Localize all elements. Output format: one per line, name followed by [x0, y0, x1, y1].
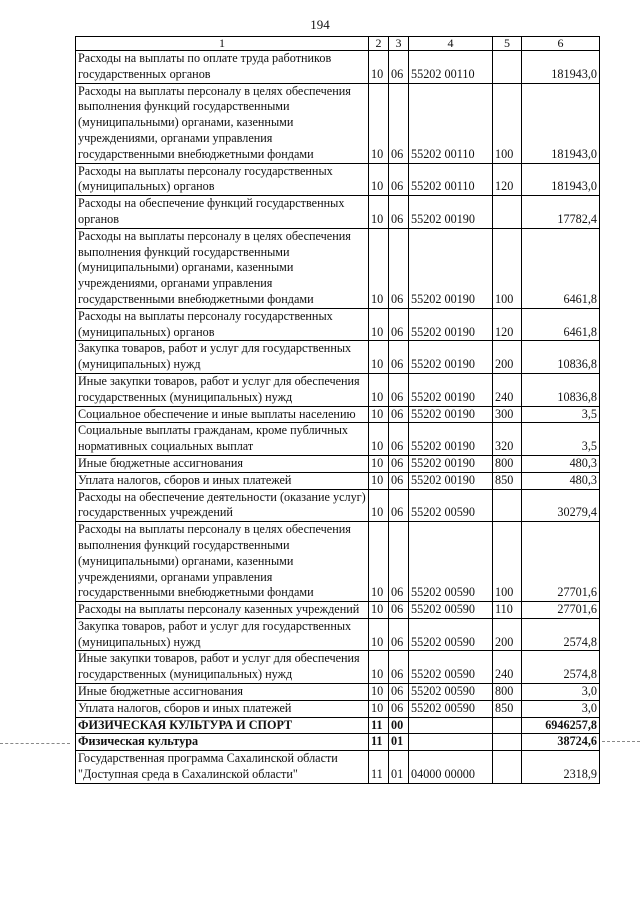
target-item-cell: 55202 00190 [409, 341, 493, 374]
subsection-code-cell: 06 [389, 472, 409, 489]
scan-artifact-line [0, 743, 70, 744]
expense-type-cell: 200 [493, 341, 522, 374]
target-item-cell: 55202 00590 [409, 489, 493, 522]
expense-name-cell: Физическая культура [76, 734, 369, 751]
subsection-code-cell: 01 [389, 734, 409, 751]
subsection-code-cell: 06 [389, 163, 409, 196]
expense-type-cell: 800 [493, 684, 522, 701]
subsection-code-cell: 06 [389, 684, 409, 701]
target-item-cell: 55202 00590 [409, 602, 493, 619]
amount-cell: 27701,6 [522, 522, 600, 602]
expense-type-cell: 850 [493, 700, 522, 717]
table-row [76, 423, 600, 456]
amount-cell: 2318,9 [522, 751, 600, 784]
table-row [76, 489, 600, 522]
target-item-cell: 55202 00110 [409, 163, 493, 196]
amount-cell: 10836,8 [522, 341, 600, 374]
amount-cell: 181943,0 [522, 51, 600, 84]
target-item-cell: 55202 00590 [409, 618, 493, 651]
amount-cell: 30279,4 [522, 489, 600, 522]
table-row [76, 734, 600, 751]
section-code-cell: 10 [369, 651, 389, 684]
amount-cell: 2574,8 [522, 651, 600, 684]
expense-type-cell: 320 [493, 423, 522, 456]
expense-name-cell: Расходы на обеспечение деятельности (оказание услуг) государственных учреждений [76, 489, 369, 522]
subsection-code-cell: 06 [389, 602, 409, 619]
expense-type-cell: 100 [493, 83, 522, 163]
column-number-row [76, 37, 600, 51]
column-header-1: 1 [76, 37, 369, 51]
subsection-code-cell: 06 [389, 406, 409, 423]
expense-name-cell: Расходы на обеспечение функций государственных органов [76, 196, 369, 229]
section-code-cell: 10 [369, 196, 389, 229]
target-item-cell: 55202 00590 [409, 684, 493, 701]
page-number: 194 [310, 17, 330, 32]
section-code-cell: 10 [369, 602, 389, 619]
expense-type-cell [493, 489, 522, 522]
table-row [76, 341, 600, 374]
table-body [76, 51, 600, 784]
table-row [76, 196, 600, 229]
expense-name-cell: Расходы на выплаты персоналу государственных (муниципальных) органов [76, 163, 369, 196]
expense-name-cell: Расходы на выплаты по оплате труда работников государственных органов [76, 51, 369, 84]
expense-name-cell: Иные бюджетные ассигнования [76, 684, 369, 701]
table-row [76, 472, 600, 489]
section-code-cell: 10 [369, 489, 389, 522]
amount-cell: 6461,8 [522, 308, 600, 341]
expense-type-cell: 240 [493, 651, 522, 684]
table-row [76, 308, 600, 341]
expense-type-cell [493, 196, 522, 229]
section-code-cell: 11 [369, 751, 389, 784]
target-item-cell: 55202 00590 [409, 651, 493, 684]
target-item-cell: 55202 00110 [409, 83, 493, 163]
section-code-cell: 10 [369, 472, 389, 489]
section-code-cell: 10 [369, 455, 389, 472]
target-item-cell [409, 717, 493, 734]
table-row [76, 651, 600, 684]
expense-name-cell: ФИЗИЧЕСКАЯ КУЛЬТУРА И СПОРТ [76, 717, 369, 734]
target-item-cell: 55202 00590 [409, 700, 493, 717]
target-item-cell: 04000 00000 [409, 751, 493, 784]
column-header-5: 5 [493, 37, 522, 51]
expense-type-cell: 300 [493, 406, 522, 423]
amount-cell: 10836,8 [522, 373, 600, 406]
expense-type-cell: 100 [493, 228, 522, 308]
section-code-cell: 10 [369, 700, 389, 717]
subsection-code-cell: 06 [389, 83, 409, 163]
column-header-4: 4 [409, 37, 493, 51]
expense-name-cell: Уплата налогов, сборов и иных платежей [76, 700, 369, 717]
amount-cell: 38724,6 [522, 734, 600, 751]
table-row [76, 684, 600, 701]
subsection-code-cell: 06 [389, 196, 409, 229]
section-code-cell: 10 [369, 308, 389, 341]
amount-cell: 3,5 [522, 423, 600, 456]
table-row [76, 373, 600, 406]
subsection-code-cell: 06 [389, 651, 409, 684]
table-row [76, 83, 600, 163]
section-code-cell: 10 [369, 406, 389, 423]
budget-table [75, 36, 600, 784]
section-code-cell: 10 [369, 618, 389, 651]
expense-type-cell: 800 [493, 455, 522, 472]
expense-type-cell: 120 [493, 163, 522, 196]
subsection-code-cell: 06 [389, 455, 409, 472]
expense-type-cell: 200 [493, 618, 522, 651]
table-row [76, 228, 600, 308]
amount-cell: 181943,0 [522, 163, 600, 196]
amount-cell: 6946257,8 [522, 717, 600, 734]
amount-cell: 3,5 [522, 406, 600, 423]
amount-cell: 181943,0 [522, 83, 600, 163]
column-header-2: 2 [369, 37, 389, 51]
target-item-cell: 55202 00190 [409, 308, 493, 341]
table-row [76, 602, 600, 619]
target-item-cell: 55202 00190 [409, 423, 493, 456]
section-code-cell: 10 [369, 341, 389, 374]
section-code-cell: 10 [369, 373, 389, 406]
section-code-cell: 10 [369, 684, 389, 701]
table-row [76, 406, 600, 423]
subsection-code-cell: 06 [389, 618, 409, 651]
expense-name-cell: Расходы на выплаты персоналу в целях обеспечения выполнения функций государственными (муниципальными) органами, казенными учреждениями, органами управления государственными внебюджетными фондами [76, 83, 369, 163]
section-code-cell: 10 [369, 51, 389, 84]
expense-type-cell [493, 734, 522, 751]
table-row [76, 717, 600, 734]
scan-artifact-line [602, 741, 640, 742]
expense-type-cell: 100 [493, 522, 522, 602]
amount-cell: 27701,6 [522, 602, 600, 619]
amount-cell: 2574,8 [522, 618, 600, 651]
subsection-code-cell: 06 [389, 308, 409, 341]
expense-type-cell [493, 751, 522, 784]
expense-type-cell: 240 [493, 373, 522, 406]
section-code-cell: 10 [369, 522, 389, 602]
amount-cell: 480,3 [522, 455, 600, 472]
table-row [76, 455, 600, 472]
target-item-cell [409, 734, 493, 751]
subsection-code-cell: 06 [389, 51, 409, 84]
subsection-code-cell: 06 [389, 489, 409, 522]
expense-name-cell: Закупка товаров, работ и услуг для государственных (муниципальных) нужд [76, 341, 369, 374]
expense-name-cell: Государственная программа Сахалинской области "Доступная среда в Сахалинской области" [76, 751, 369, 784]
table-row [76, 751, 600, 784]
expense-name-cell: Закупка товаров, работ и услуг для государственных (муниципальных) нужд [76, 618, 369, 651]
subsection-code-cell: 06 [389, 700, 409, 717]
target-item-cell: 55202 00190 [409, 196, 493, 229]
subsection-code-cell: 00 [389, 717, 409, 734]
section-code-cell: 10 [369, 423, 389, 456]
target-item-cell: 55202 00590 [409, 522, 493, 602]
expense-type-cell [493, 51, 522, 84]
expense-type-cell: 110 [493, 602, 522, 619]
amount-cell: 480,3 [522, 472, 600, 489]
table-row [76, 618, 600, 651]
expense-type-cell: 850 [493, 472, 522, 489]
target-item-cell: 55202 00190 [409, 406, 493, 423]
target-item-cell: 55202 00190 [409, 373, 493, 406]
table-row [76, 163, 600, 196]
amount-cell: 6461,8 [522, 228, 600, 308]
target-item-cell: 55202 00190 [409, 472, 493, 489]
amount-cell: 3,0 [522, 700, 600, 717]
table-row [76, 700, 600, 717]
subsection-code-cell: 06 [389, 423, 409, 456]
expense-name-cell: Расходы на выплаты персоналу казенных учреждений [76, 602, 369, 619]
section-code-cell: 11 [369, 717, 389, 734]
expense-name-cell: Расходы на выплаты персоналу в целях обеспечения выполнения функций государственными (муниципальными) органами, казенными учреждениями, органами управления государственными внебюджетными фондами [76, 522, 369, 602]
subsection-code-cell: 06 [389, 373, 409, 406]
target-item-cell: 55202 00190 [409, 455, 493, 472]
expense-type-cell [493, 717, 522, 734]
column-header-6: 6 [522, 37, 600, 51]
subsection-code-cell: 06 [389, 522, 409, 602]
subsection-code-cell: 06 [389, 228, 409, 308]
expense-type-cell: 120 [493, 308, 522, 341]
amount-cell: 3,0 [522, 684, 600, 701]
subsection-code-cell: 01 [389, 751, 409, 784]
section-code-cell: 10 [369, 163, 389, 196]
expense-name-cell: Иные бюджетные ассигнования [76, 455, 369, 472]
section-code-cell: 11 [369, 734, 389, 751]
column-header-3: 3 [389, 37, 409, 51]
expense-name-cell: Уплата налогов, сборов и иных платежей [76, 472, 369, 489]
expense-name-cell: Иные закупки товаров, работ и услуг для обеспечения государственных (муниципальных) нужд [76, 373, 369, 406]
expense-name-cell: Расходы на выплаты персоналу государственных (муниципальных) органов [76, 308, 369, 341]
amount-cell: 17782,4 [522, 196, 600, 229]
expense-name-cell: Иные закупки товаров, работ и услуг для обеспечения государственных (муниципальных) нужд [76, 651, 369, 684]
section-code-cell: 10 [369, 83, 389, 163]
expense-name-cell: Расходы на выплаты персоналу в целях обеспечения выполнения функций государственными (муниципальными) органами, казенными учреждениями, органами управления государственными внебюджетными фондами [76, 228, 369, 308]
target-item-cell: 55202 00190 [409, 228, 493, 308]
target-item-cell: 55202 00110 [409, 51, 493, 84]
subsection-code-cell: 06 [389, 341, 409, 374]
expense-name-cell: Социальное обеспечение и иные выплаты населению [76, 406, 369, 423]
expense-name-cell: Социальные выплаты гражданам, кроме публичных нормативных социальных выплат [76, 423, 369, 456]
table-row [76, 522, 600, 602]
section-code-cell: 10 [369, 228, 389, 308]
table-row [76, 51, 600, 84]
